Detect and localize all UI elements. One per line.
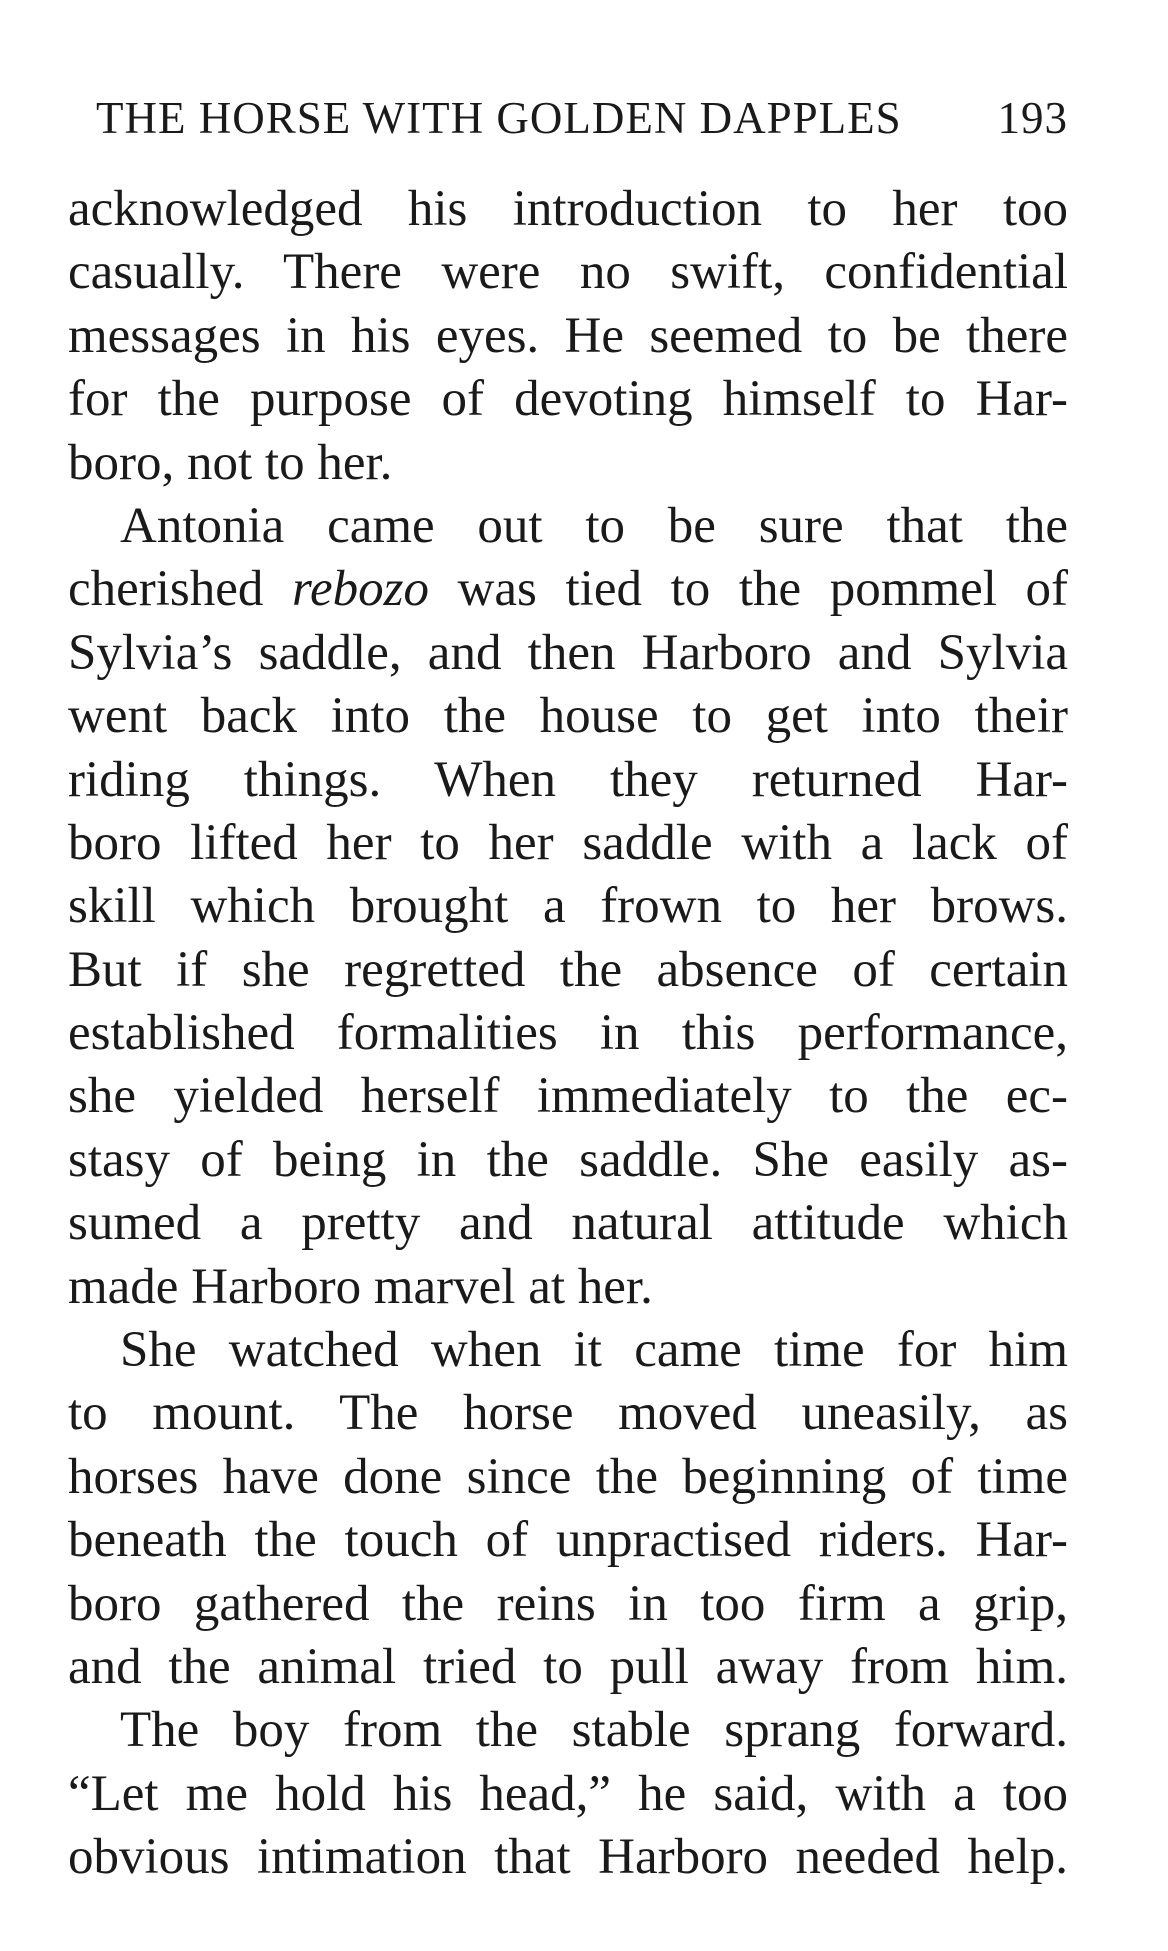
text-line: horses have done since the beginning of time	[68, 1448, 1068, 1505]
text-line: beneath the touch of unpractised riders. Har-	[68, 1512, 1068, 1569]
text-line: she yielded herself immediately to the ec-	[68, 1068, 1068, 1125]
body-text	[68, 178, 1068, 1890]
text-line: riding things. When they returned Har-	[68, 751, 1068, 808]
text-line: Sylvia’s saddle, and then Harboro and Sylvia	[68, 624, 1068, 681]
text-line: sumed a pretty and natural attitude which	[68, 1195, 1068, 1252]
text-line: The boy from the stable sprang forward.	[120, 1702, 1068, 1759]
text-line: to mount. The horse moved uneasily, as	[68, 1385, 1068, 1442]
text-line: boro gathered the reins in too firm a grip,	[68, 1575, 1068, 1632]
text-line: boro, not to her.	[68, 434, 393, 491]
running-head	[68, 88, 1068, 148]
text-line: casually. There were no swift, confidential	[68, 244, 1068, 301]
text-line: obvious intimation that Harboro needed help.	[68, 1829, 1068, 1886]
text-line: skill which brought a frown to her brows.	[68, 878, 1068, 935]
text-line	[68, 558, 1068, 621]
text-line: “Let me hold his head,” he said, with a too	[68, 1765, 1068, 1822]
text-line: Antonia came out to be sure that the	[120, 497, 1068, 554]
text-segment: was tied to the pommel of	[457, 561, 1068, 618]
text-line: for the purpose of devoting himself to Har-	[68, 371, 1068, 428]
text-line: established formalities in this performance,	[68, 1005, 1068, 1062]
text-line: stasy of being in the saddle. She easily as-	[68, 1131, 1068, 1188]
italic-word: rebozo	[292, 561, 429, 618]
text-line: went back into the house to get into their	[68, 688, 1068, 745]
text-line: boro lifted her to her saddle with a lack of	[68, 814, 1068, 871]
text-line: But if she regretted the absence of certain	[68, 941, 1068, 998]
text-line: messages in his eyes. He seemed to be there	[68, 307, 1068, 364]
page-number: 193	[997, 93, 1068, 143]
text-line: made Harboro marvel at her.	[68, 1258, 653, 1315]
text-line: and the animal tried to pull away from him.	[68, 1638, 1068, 1695]
text-segment: cherished	[68, 561, 264, 618]
text-line: acknowledged his introduction to her too	[68, 181, 1068, 237]
text-line: She watched when it came time for him	[120, 1322, 1068, 1379]
running-title: THE HORSE WITH GOLDEN DAPPLES	[96, 93, 902, 143]
